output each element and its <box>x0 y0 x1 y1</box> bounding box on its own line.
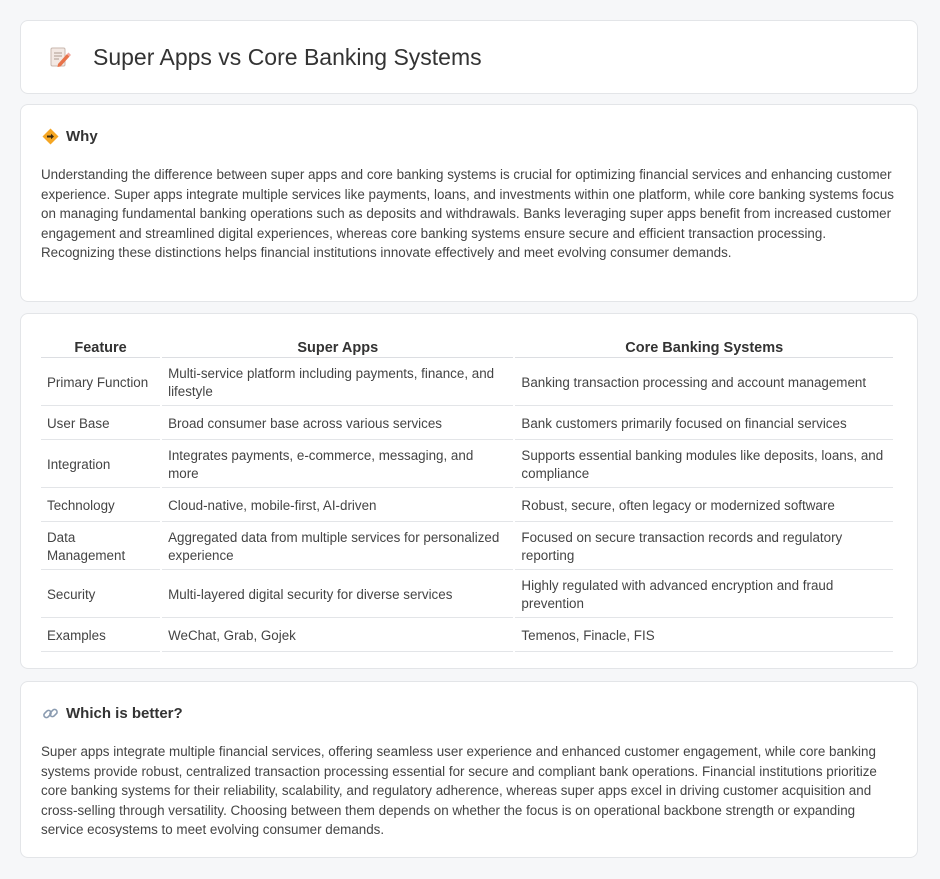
why-section <box>20 104 918 302</box>
link-icon <box>41 704 59 722</box>
comparison-table <box>39 334 895 654</box>
core-banking-cell: Supports essential banking modules like deposits, loans, and compliance <box>515 442 893 488</box>
table-row <box>41 490 893 522</box>
feature-cell: Data Management <box>41 524 160 570</box>
table-row <box>41 408 893 440</box>
table-row <box>41 360 893 406</box>
super-apps-cell: WeChat, Grab, Gojek <box>162 620 513 652</box>
memo-icon <box>47 44 73 70</box>
header-feature: Feature <box>41 336 160 358</box>
title-card <box>20 20 918 94</box>
super-apps-cell: Aggregated data from multiple services for personalized experience <box>162 524 513 570</box>
feature-cell: Security <box>41 572 160 618</box>
super-apps-cell: Multi-service platform including payments, finance, and lifestyle <box>162 360 513 406</box>
core-banking-cell: Banking transaction processing and account management <box>515 360 893 406</box>
core-banking-cell: Robust, secure, often legacy or modernized software <box>515 490 893 522</box>
super-apps-cell: Broad consumer base across various services <box>162 408 513 440</box>
page-title: Super Apps vs Core Banking Systems <box>93 43 482 70</box>
feature-cell: Technology <box>41 490 160 522</box>
diamond-direction-icon <box>41 127 59 145</box>
table-row <box>41 442 893 488</box>
core-banking-cell: Bank customers primarily focused on financial services <box>515 408 893 440</box>
better-body: Super apps integrate multiple financial services, offering seamless user experience and enhanced customer engagement, while core banking systems provide robust, centralized transaction processing essential for secure and compliant bank operations. Financial institutions prioritize core banking systems for their reliability, scalability, and regulatory adherence, whereas super apps excel in driving customer acquisition and cross-selling through versatility. Choosing between them depends on whether the focus is on operational backbone strength or expanding service ecosystems to meet evolving consumer demands. <box>41 744 877 837</box>
feature-cell: Primary Function <box>41 360 160 406</box>
which-is-better-section <box>20 681 918 858</box>
feature-cell: Examples <box>41 620 160 652</box>
why-title: Why <box>66 127 98 145</box>
table-row <box>41 620 893 652</box>
table-row <box>41 572 893 618</box>
super-apps-cell: Multi-layered digital security for diverse services <box>162 572 513 618</box>
core-banking-cell: Focused on secure transaction records and regulatory reporting <box>515 524 893 570</box>
why-body: Understanding the difference between super apps and core banking systems is crucial for optimizing financial services and enhancing customer experience. Super apps integrate multiple services like payments, loans, and investments within one platform, while core banking systems focus on managing fundamental banking operations such as deposits and withdrawals. Banks leveraging super apps benefit from increased customer engagement and streamlined digital experiences, whereas core banking systems ensure secure and efficient transaction processing. Recognizing these distinctions helps financial institutions innovate effectively and meet evolving consumer demands. <box>41 167 894 260</box>
core-banking-cell: Temenos, Finacle, FIS <box>515 620 893 652</box>
table-header-row <box>41 336 893 358</box>
comparison-section <box>20 313 918 669</box>
header-core-banking: Core Banking Systems <box>515 336 893 358</box>
core-banking-cell: Highly regulated with advanced encryption and fraud prevention <box>515 572 893 618</box>
header-super-apps: Super Apps <box>162 336 513 358</box>
super-apps-cell: Integrates payments, e-commerce, messaging, and more <box>162 442 513 488</box>
feature-cell: Integration <box>41 442 160 488</box>
table-row <box>41 524 893 570</box>
better-title: Which is better? <box>66 704 183 722</box>
super-apps-cell: Cloud-native, mobile-first, AI-driven <box>162 490 513 522</box>
feature-cell: User Base <box>41 408 160 440</box>
